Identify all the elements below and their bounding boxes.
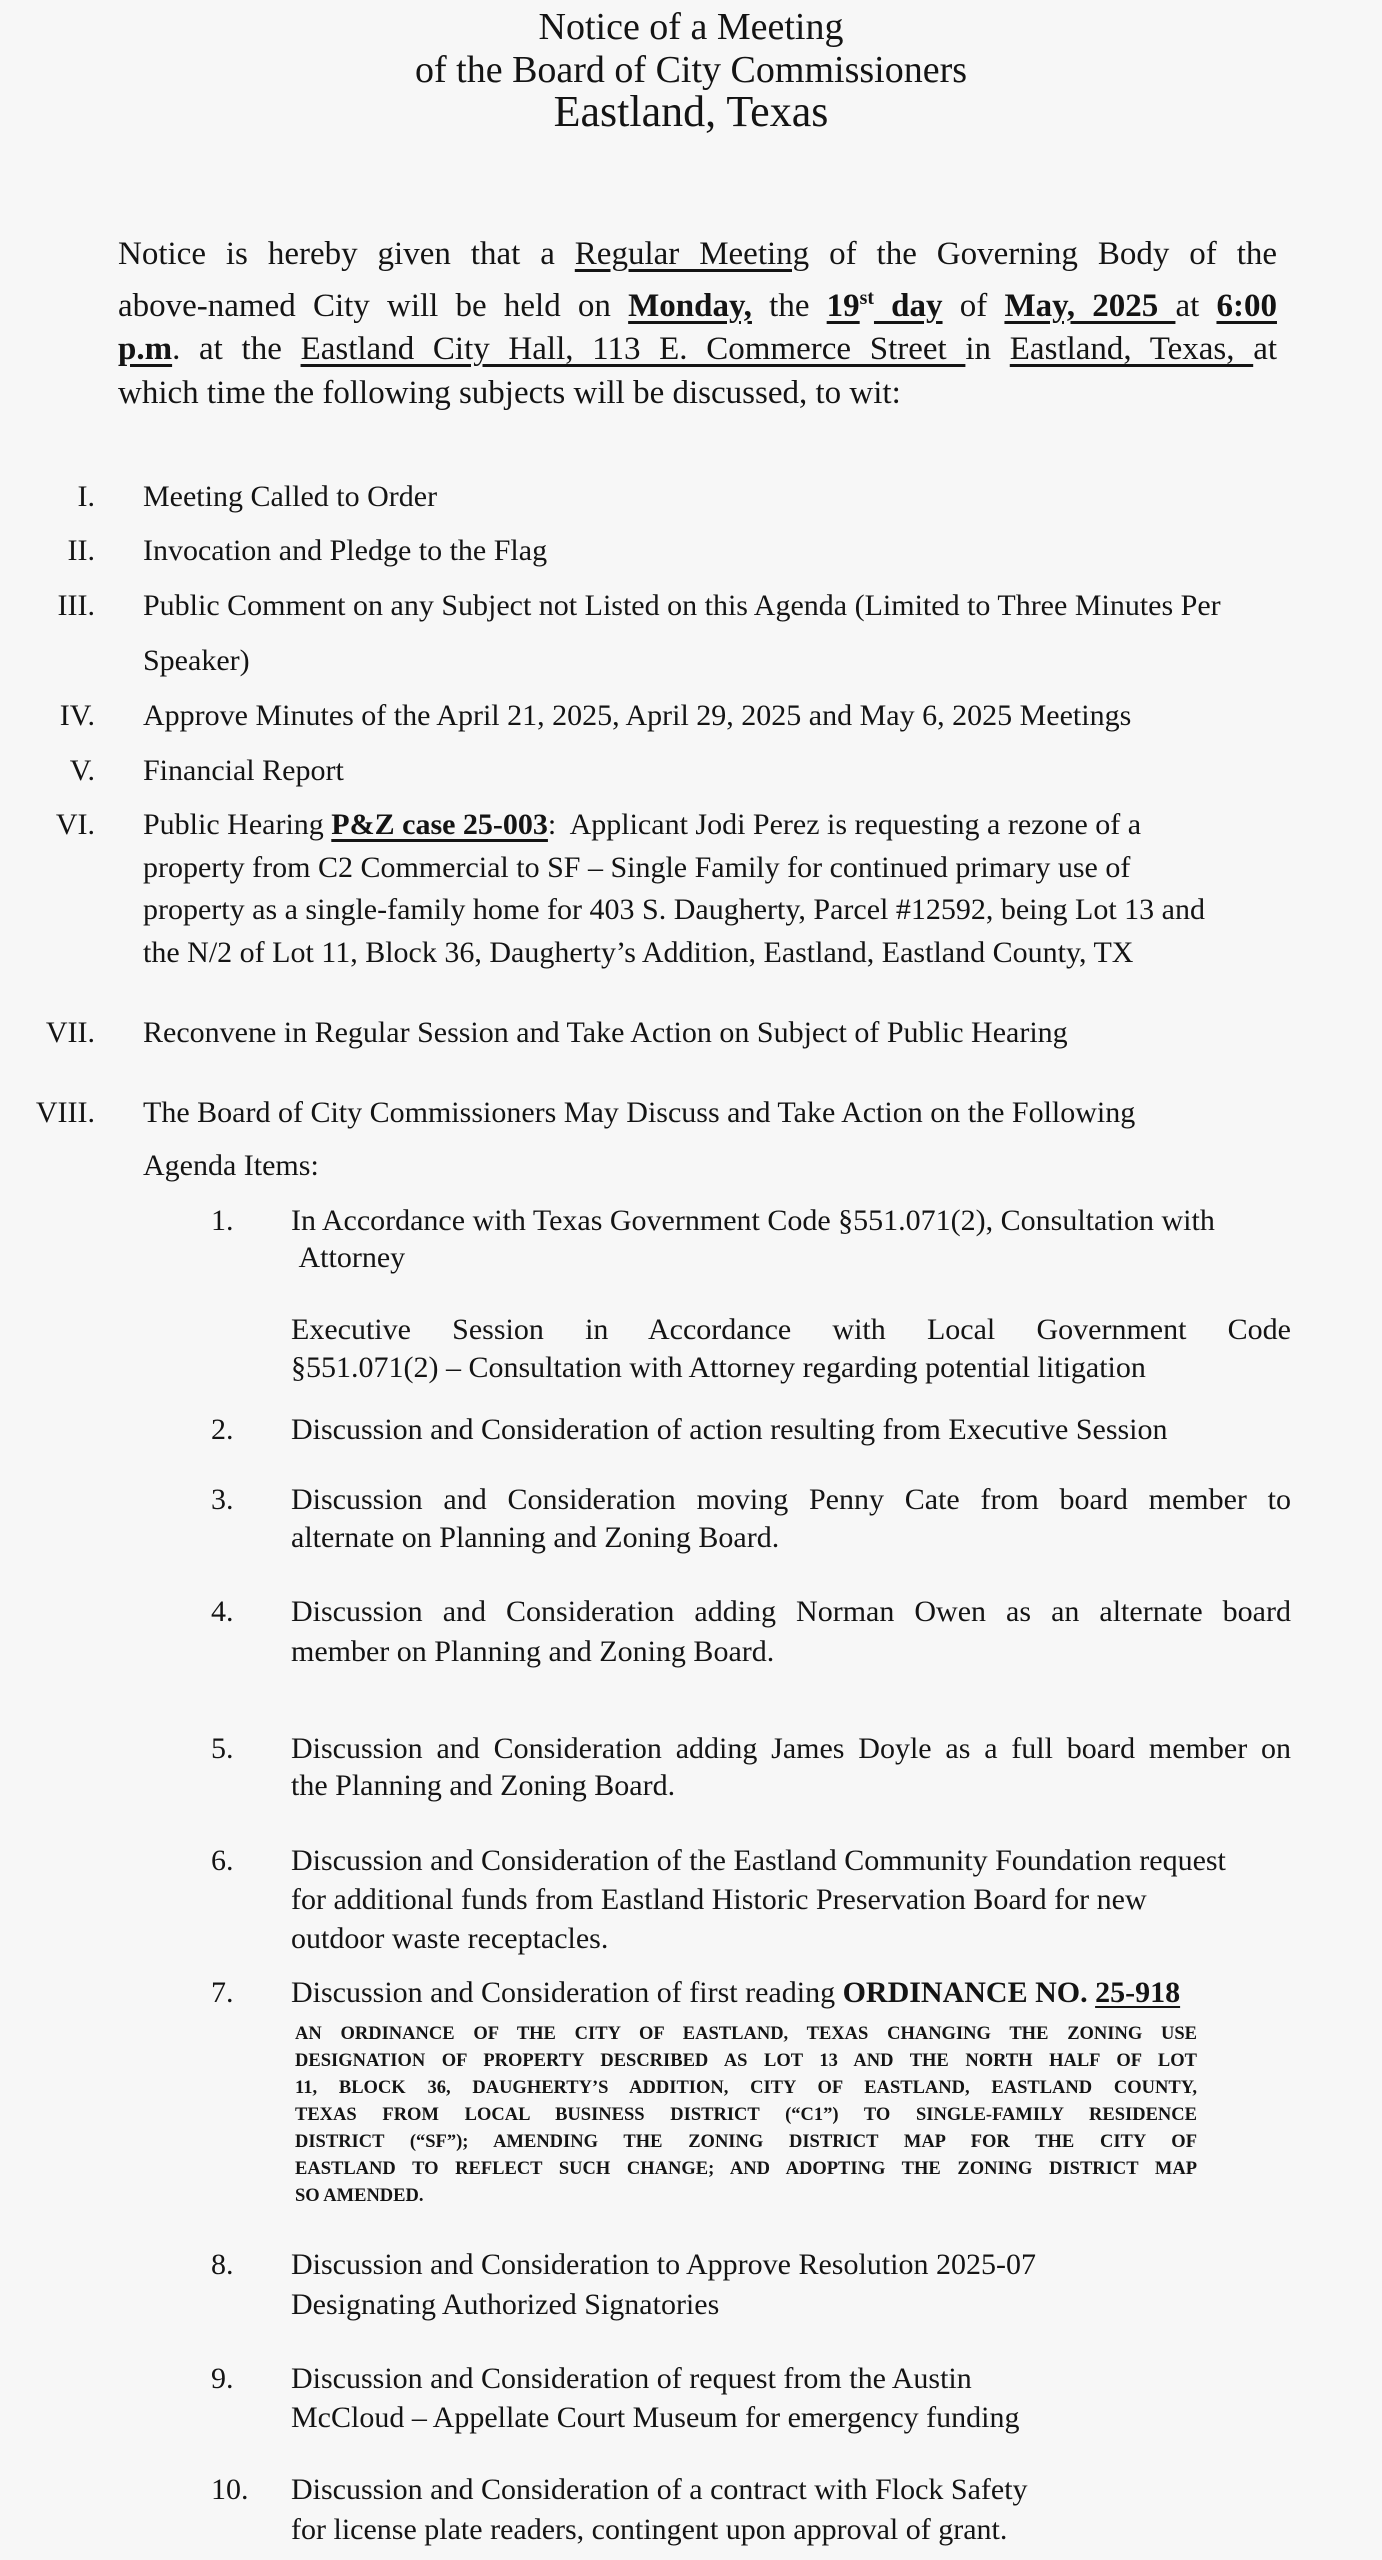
item-text: Financial Report (143, 754, 344, 787)
agenda-item-roman-8 (0, 1086, 1382, 1192)
executive-session-paragraph: Executive Session in Accordance with Local Government Code §551.071(2) – Consultation with Attorney regarding potential litigation (291, 1313, 1291, 1384)
item-text: Discussion and Consideration adding James Doyle as a full board member on the Planning and Zoning Board. (291, 1732, 1291, 1802)
agenda-item-roman-4 (0, 688, 1382, 743)
agenda-subitem-9 (0, 2359, 1382, 2437)
agenda-subitem-8 (0, 2245, 1382, 2325)
item-text: Reconvene in Regular Session and Take Action on Subject of Public Hearing (143, 1016, 1068, 1049)
item-text: Discussion and Consideration of the Eastland Community Foundation request for additional funds from Eastland Historic Preservation Board for new outdoor waste receptacles. (291, 1844, 1226, 1955)
item-text: Discussion and Consideration of a contract with Flock Safety for license plate readers, contingent upon approval of grant. (291, 2473, 1028, 2546)
item-number: IV. (59, 699, 95, 732)
item-text: Discussion and Consideration of action resulting from Executive Session (291, 1413, 1168, 1446)
item-number: 8. (211, 2248, 234, 2281)
item-number: 7. (211, 1976, 234, 2009)
title-line-1: Notice of a Meeting (538, 6, 844, 48)
item-number: VI. (55, 808, 95, 841)
title-line-2: of the Board of City Commissioners (414, 49, 968, 91)
item-number: 9. (211, 2362, 234, 2395)
item-number: 10. (211, 2473, 249, 2506)
agenda-item-roman-6 (0, 804, 1382, 974)
item-number: VIII. (35, 1096, 95, 1129)
item-text: Discussion and Consideration of request from the Austin McCloud – Appellate Court Museum for emergency funding (291, 2362, 1020, 2434)
item-text: Discussion and Consideration adding Norman Owen as an alternate board member on Planning and Zoning Board. (291, 1595, 1291, 1668)
item-number: VII. (45, 1016, 95, 1049)
item-number: 5. (211, 1732, 234, 1765)
agenda-item-roman-5 (0, 743, 1382, 798)
agenda-subitem-3 (0, 1481, 1382, 1557)
agenda-item-roman-3 (0, 578, 1382, 688)
item-number: 6. (211, 1844, 234, 1877)
agenda-subitem-5 (0, 1730, 1382, 1804)
item-number: III. (57, 589, 95, 622)
item-text: Public Hearing P&Z case 25-003: Applicant Jodi Perez is requesting a rezone of a property from C2 Commercial to SF – Single Family for continued primary use of property as a single-family home for 403 S. Daugherty, Parcel #12592, being Lot 13 and the N/2 of Lot 11, Block 36, Daugherty’s Addition, Eastland, Eastland County, TX (143, 808, 1205, 969)
item-number: 3. (211, 1483, 234, 1516)
agenda-subitem-4 (0, 1592, 1382, 1672)
intro-paragraph: Notice is hereby given that a Regular Meeting of the Governing Body of the above-named City will be held on Monday, the 19st day of May, 2025 at 6:00 p.m. at the Eastland City Hall, 113 E. Commerce Street in Eastland, Texas, at which time the following subjects will be discussed, to wit: (118, 236, 1278, 411)
agenda-item-roman-2 (0, 523, 1382, 578)
agenda-subitem-2 (0, 1410, 1382, 1450)
agenda-subitem-10 (0, 2470, 1382, 2550)
item-text: Approve Minutes of the April 21, 2025, April 29, 2025 and May 6, 2025 Meetings (143, 699, 1132, 732)
item-text: In Accordance with Texas Government Code §551.071(2), Consultation with Attorney (291, 1204, 1215, 1274)
item-text: Discussion and Consideration moving Penny Cate from board member to alternate on Planning and Zoning Board. (291, 1483, 1291, 1554)
item-text: Discussion and Consideration to Approve Resolution 2025-07 Designating Authorized Signatories (291, 2248, 1036, 2321)
title-line-3: Eastland, Texas (553, 87, 829, 136)
item-text: Meeting Called to Order (143, 480, 438, 513)
agenda-subitem-6 (0, 1841, 1382, 1958)
agenda-subitem-1 (0, 1202, 1382, 1276)
agenda-item-roman-7 (0, 1012, 1382, 1054)
item-text: Invocation and Pledge to the Flag (143, 534, 548, 567)
ordinance-caption: AN ORDINANCE OF THE CITY OF EASTLAND, TEXAS CHANGING THE ZONING USE DESIGNATION OF PROPERTY DESCRIBED AS LOT 13 AND THE NORTH HALF OF LOT 11, BLOCK 36, DAUGHERTY’S ADDITION, CITY OF EASTLAND, EASTLAND COUNTY, TEXAS FROM LOCAL BUSINESS DISTRICT (“C1”) TO SINGLE-FAMILY RESIDENCE DISTRICT (“SF”); AMENDING THE ZONING DISTRICT MAP FOR THE CITY OF EASTLAND TO REFLECT SUCH CHANGE; AND ADOPTING THE ZONING DISTRICT MAP SO AMENDED. (295, 2024, 1197, 2206)
item-number: V. (69, 754, 95, 787)
item-number: II. (67, 534, 95, 567)
agenda-item-roman-1 (0, 469, 1382, 524)
item-text: Discussion and Consideration of first reading ORDINANCE NO. 25-918 (291, 1976, 1181, 2009)
agenda-subitem-7 (0, 1973, 1382, 2013)
item-number: 1. (211, 1204, 234, 1237)
item-text: Public Comment on any Subject not Listed on this Agenda (Limited to Three Minutes Per Speaker) (143, 589, 1221, 677)
item-number: 2. (211, 1413, 234, 1446)
item-text: The Board of City Commissioners May Discuss and Take Action on the Following Agenda Items: (143, 1096, 1136, 1182)
item-number: I. (77, 480, 95, 513)
item-number: 4. (211, 1595, 234, 1628)
